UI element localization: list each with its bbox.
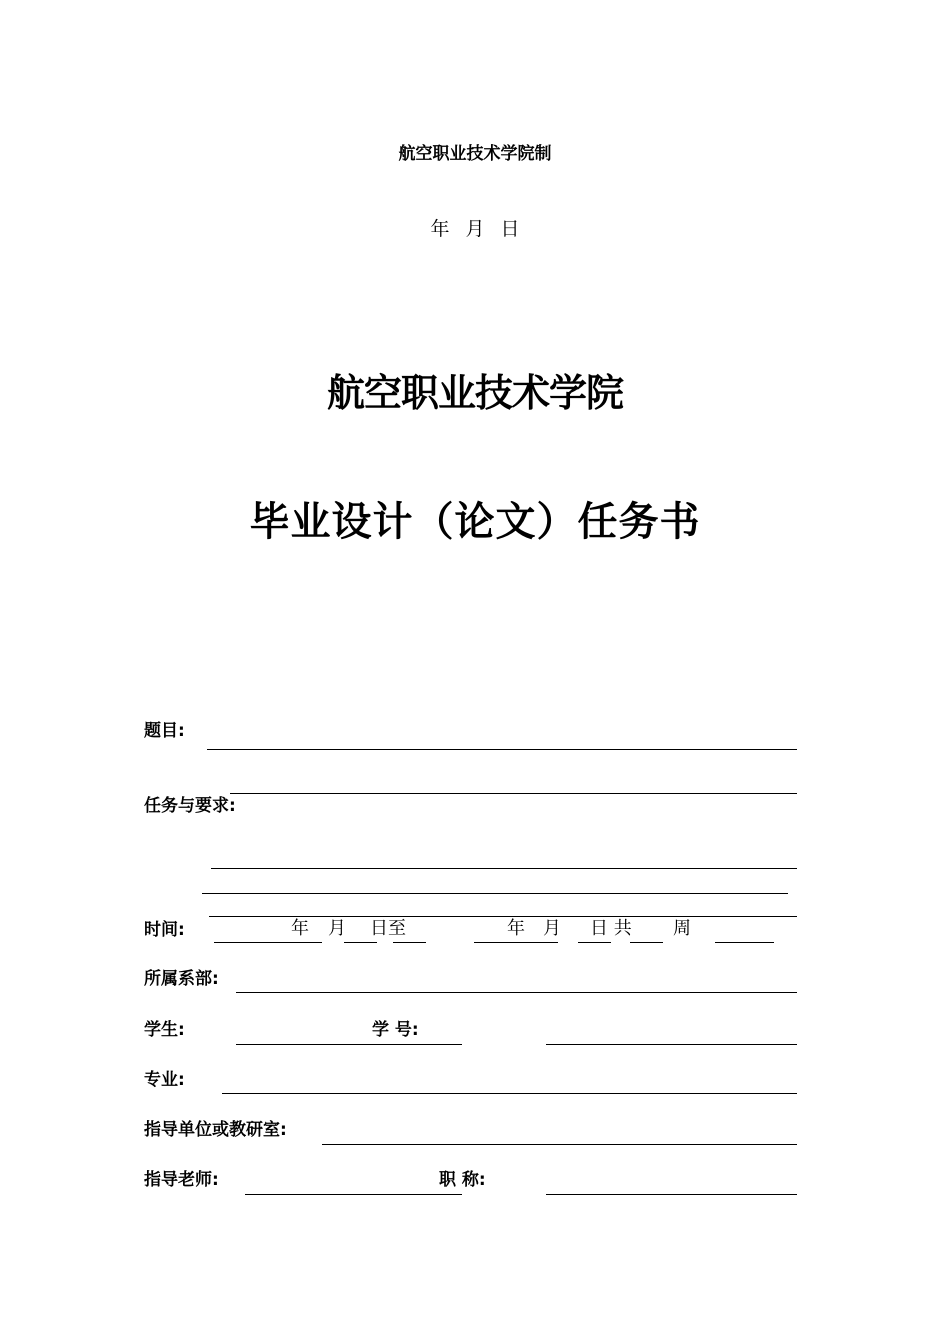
time-label: 时间: bbox=[144, 920, 185, 940]
time-start-day-line[interactable] bbox=[393, 942, 426, 943]
student-id-line[interactable] bbox=[546, 1044, 797, 1045]
header-date-month: 月 bbox=[465, 218, 485, 240]
requirements-label: 任务与要求: bbox=[144, 796, 236, 816]
professional-title-line[interactable] bbox=[546, 1194, 797, 1195]
department-label: 所属系部: bbox=[144, 969, 219, 989]
time-end-year: 年 bbox=[507, 918, 525, 939]
time-end-day-line[interactable] bbox=[630, 942, 663, 943]
unit-line[interactable] bbox=[322, 1144, 797, 1145]
topic-line[interactable] bbox=[207, 749, 797, 750]
requirements-line-1[interactable] bbox=[230, 793, 797, 794]
header-date-day: 日 bbox=[500, 218, 520, 240]
time-start-year: 年 bbox=[291, 918, 309, 939]
time-weeks: 周 bbox=[673, 918, 691, 939]
time-end-year-line[interactable] bbox=[474, 942, 558, 943]
school-name: 航空职业技术学院 bbox=[326, 371, 623, 415]
time-end-month-line[interactable] bbox=[578, 942, 611, 943]
header-date-year: 年 bbox=[430, 218, 450, 240]
maker-text: 航空职业技术学院制 bbox=[398, 144, 552, 164]
major-label: 专业: bbox=[144, 1070, 185, 1090]
document-title: 毕业设计（论文）任务书 bbox=[249, 499, 701, 545]
student-line[interactable] bbox=[236, 1044, 462, 1045]
time-start-month-line[interactable] bbox=[344, 942, 377, 943]
student-label: 学生: bbox=[144, 1020, 185, 1040]
time-start-year-line[interactable] bbox=[214, 942, 322, 943]
topic-label: 题目: bbox=[144, 721, 185, 741]
professional-title-label: 职 称: bbox=[439, 1170, 486, 1190]
time-end-month: 月 bbox=[543, 918, 561, 939]
requirements-line-2[interactable] bbox=[211, 868, 797, 869]
major-line[interactable] bbox=[222, 1093, 797, 1094]
student-id-label: 学 号: bbox=[372, 1020, 419, 1040]
unit-label: 指导单位或教研室: bbox=[144, 1120, 287, 1140]
time-weeks-line[interactable] bbox=[715, 942, 774, 943]
department-line[interactable] bbox=[236, 992, 797, 993]
header-date bbox=[0, 214, 950, 241]
time-start-day: 日至 bbox=[370, 918, 406, 939]
time-end-day: 日 共 bbox=[590, 918, 632, 939]
advisor-line[interactable] bbox=[245, 1194, 462, 1195]
requirements-line-3[interactable] bbox=[202, 893, 788, 894]
advisor-label: 指导老师: bbox=[144, 1170, 219, 1190]
time-start-month: 月 bbox=[328, 918, 346, 939]
